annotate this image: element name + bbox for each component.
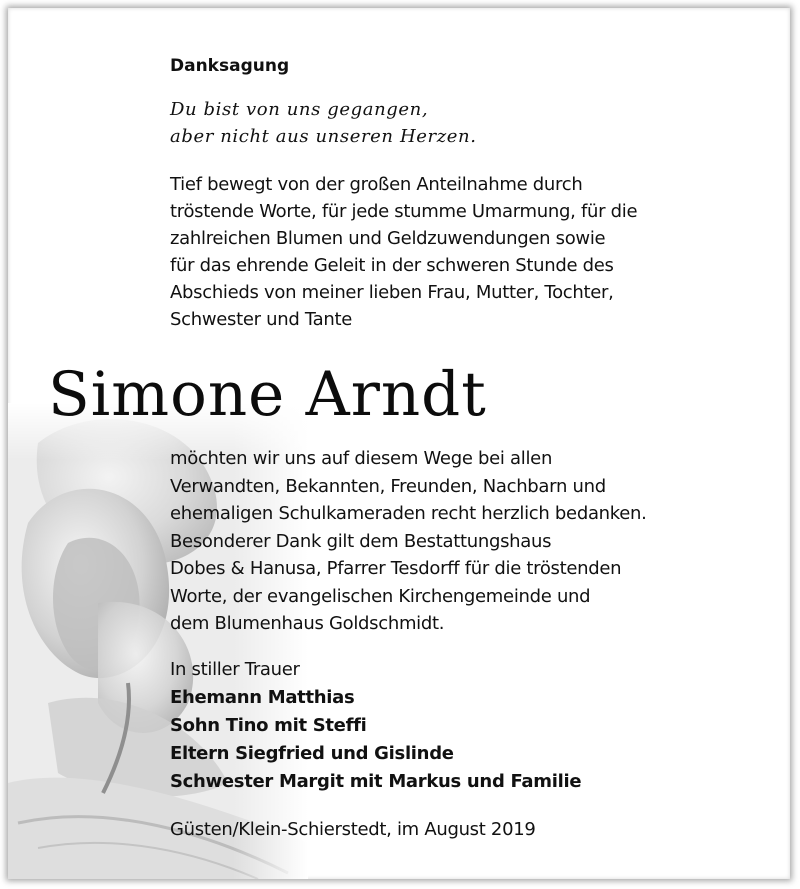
thanks-line: ehemaligen Schulkameraden recht herzlich bedanken. [170, 503, 647, 524]
thanks-paragraph [170, 445, 780, 638]
intro-line: für das ehrende Geleit in der schweren Stunde des [170, 255, 614, 276]
mourners-block [170, 656, 581, 796]
family-member: Ehemann Matthias [170, 687, 355, 708]
intro-line: zahlreichen Blumen und Geldzuwendungen sowie [170, 228, 606, 249]
family-member: Sohn Tino mit Steffi [170, 715, 367, 736]
thanks-line: dem Blumenhaus Goldschmidt. [170, 613, 445, 634]
intro-line: tröstende Worte, für jede stumme Umarmung, für die [170, 201, 638, 222]
heading: Danksagung [170, 56, 290, 76]
family-member: Schwester Margit mit Markus und Familie [170, 771, 582, 792]
intro-line: Schwester und Tante [170, 309, 353, 330]
verse-line: aber nicht aus unseren Herzen. [170, 126, 477, 147]
thanks-line: Verwandten, Bekannten, Freunden, Nachbarn und [170, 475, 606, 497]
intro-line: Tief bewegt von der großen Anteilnahme durch [170, 174, 583, 195]
deceased-name: Simone Arndt [48, 359, 487, 430]
mourning-label: In stiller Trauer [170, 659, 300, 680]
place-date: Güsten/Klein-Schierstedt, im August 2019 [170, 819, 536, 840]
verse-line: Du bist von uns gegangen, [170, 99, 429, 120]
thanks-line: möchten wir uns auf diesem Wege bei allen [170, 448, 553, 469]
thanks-line: Dobes & Hanusa, Pfarrer Tesdorff für die tröstenden [170, 558, 622, 579]
family-member: Eltern Siegfried und Gislinde [170, 743, 454, 764]
thanks-line: Worte, der evangelischen Kirchengemeinde und [170, 585, 591, 607]
intro-line: Abschieds von meiner lieben Frau, Mutter, Tochter, [170, 282, 614, 303]
intro-paragraph [170, 171, 770, 333]
thanks-line: Besonderer Dank gilt dem Bestattungshaus [170, 530, 552, 552]
obituary-card [8, 8, 790, 879]
verse [170, 96, 477, 150]
